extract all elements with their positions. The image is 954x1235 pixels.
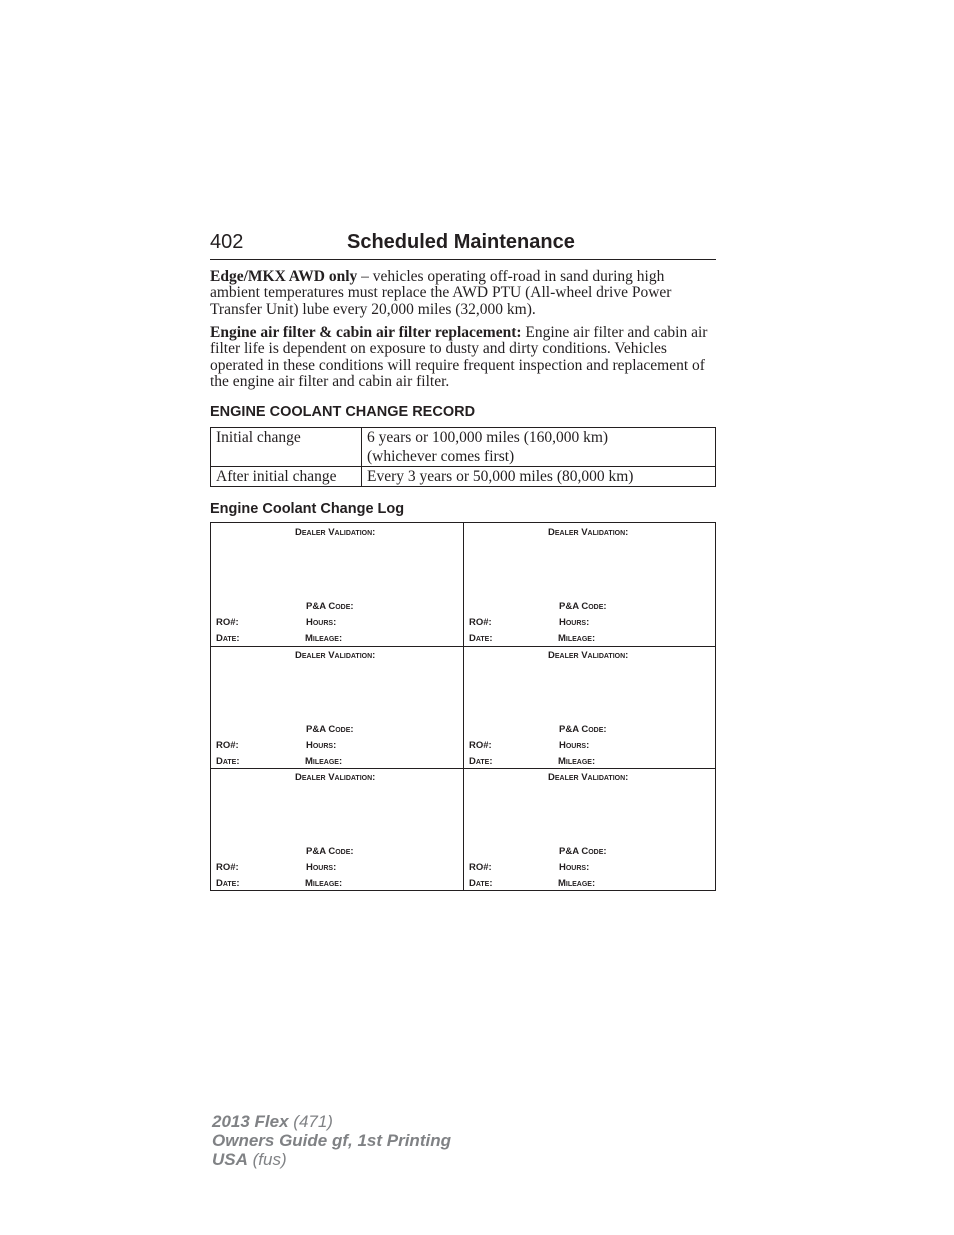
coolant-change-log	[210, 522, 716, 891]
coolant-record-table	[210, 427, 716, 487]
log-entry	[464, 646, 717, 769]
mileage-label: Mileage:	[558, 633, 596, 644]
footer-model-code: (471)	[288, 1112, 333, 1131]
ro-label: RO#:	[469, 617, 492, 628]
ro-label: RO#:	[216, 617, 239, 628]
log-heading: Engine Coolant Change Log	[210, 501, 405, 517]
mileage-label: Mileage:	[558, 878, 596, 889]
paragraph-awd-ptu-lead: Edge/MKX AWD only	[210, 268, 358, 285]
pa-code-label: P&A Code:	[559, 846, 607, 857]
log-entry	[211, 646, 464, 769]
record-value-line: (whichever comes first)	[367, 448, 515, 465]
footer-line	[212, 1112, 451, 1131]
log-entry	[464, 523, 717, 646]
footer-line	[212, 1131, 451, 1150]
paragraph-air-filter	[210, 325, 716, 390]
hours-label: Hours:	[306, 862, 337, 873]
footer-market: USA	[212, 1150, 248, 1169]
date-label: Date:	[216, 633, 240, 644]
paragraph-awd-ptu	[210, 269, 716, 318]
footer-guide: Owners Guide gf, 1st Printing	[212, 1131, 451, 1150]
ro-label: RO#:	[216, 862, 239, 873]
hours-label: Hours:	[306, 617, 337, 628]
table-row	[211, 428, 716, 467]
dealer-validation-label: Dealer Validation:	[295, 527, 376, 538]
mileage-label: Mileage:	[558, 756, 596, 767]
hours-label: Hours:	[306, 740, 337, 751]
hours-label: Hours:	[559, 862, 590, 873]
mileage-label: Mileage:	[305, 878, 343, 889]
pa-code-label: P&A Code:	[559, 724, 607, 735]
record-label: After initial change	[211, 467, 362, 487]
page-number: 402	[210, 231, 244, 253]
paragraph-awd-ptu-text: – vehicles operating off-road in sand during high ambient temperatures must replace the AWD PTU (All-wheel drive Power Transfer Unit) lube every 20,000 miles (32,000 km).	[210, 268, 672, 318]
log-entry	[464, 768, 717, 891]
log-entry	[211, 523, 464, 646]
ro-label: RO#:	[469, 862, 492, 873]
record-value-line: 6 years or 100,000 miles (160,000 km)	[367, 429, 609, 446]
date-label: Date:	[469, 878, 493, 889]
log-entry	[211, 768, 464, 891]
date-label: Date:	[216, 878, 240, 889]
ro-label: RO#:	[469, 740, 492, 751]
footer-market-code: (fus)	[247, 1150, 287, 1169]
record-label: Initial change	[211, 428, 362, 467]
record-value	[362, 428, 716, 467]
pa-code-label: P&A Code:	[559, 601, 607, 612]
ro-label: RO#:	[216, 740, 239, 751]
dealer-validation-label: Dealer Validation:	[295, 772, 376, 783]
footer-model: 2013 Flex	[212, 1112, 289, 1131]
date-label: Date:	[216, 756, 240, 767]
hours-label: Hours:	[559, 740, 590, 751]
print-footer	[212, 1112, 451, 1169]
mileage-label: Mileage:	[305, 633, 343, 644]
dealer-validation-label: Dealer Validation:	[548, 772, 629, 783]
mileage-label: Mileage:	[305, 756, 343, 767]
hours-label: Hours:	[559, 617, 590, 628]
paragraph-air-filter-lead: Engine air filter & cabin air filter replacement:	[210, 324, 522, 341]
date-label: Date:	[469, 633, 493, 644]
dealer-validation-label: Dealer Validation:	[295, 650, 376, 661]
page-header	[210, 229, 716, 260]
date-label: Date:	[469, 756, 493, 767]
record-heading: ENGINE COOLANT CHANGE RECORD	[210, 404, 476, 420]
table-row	[211, 467, 716, 487]
dealer-validation-label: Dealer Validation:	[548, 527, 629, 538]
paragraph-air-filter-text: Engine air filter and cabin air filter life is dependent on exposure to dusty and dirty conditions. Vehicles operated in these conditions will require frequent inspection and replacement of the engine air filter and cabin air filter.	[210, 324, 708, 390]
footer-line	[212, 1150, 451, 1169]
pa-code-label: P&A Code:	[306, 601, 354, 612]
pa-code-label: P&A Code:	[306, 724, 354, 735]
record-value: Every 3 years or 50,000 miles (80,000 km)	[362, 467, 716, 487]
page-title: Scheduled Maintenance	[347, 231, 575, 253]
dealer-validation-label: Dealer Validation:	[548, 650, 629, 661]
pa-code-label: P&A Code:	[306, 846, 354, 857]
